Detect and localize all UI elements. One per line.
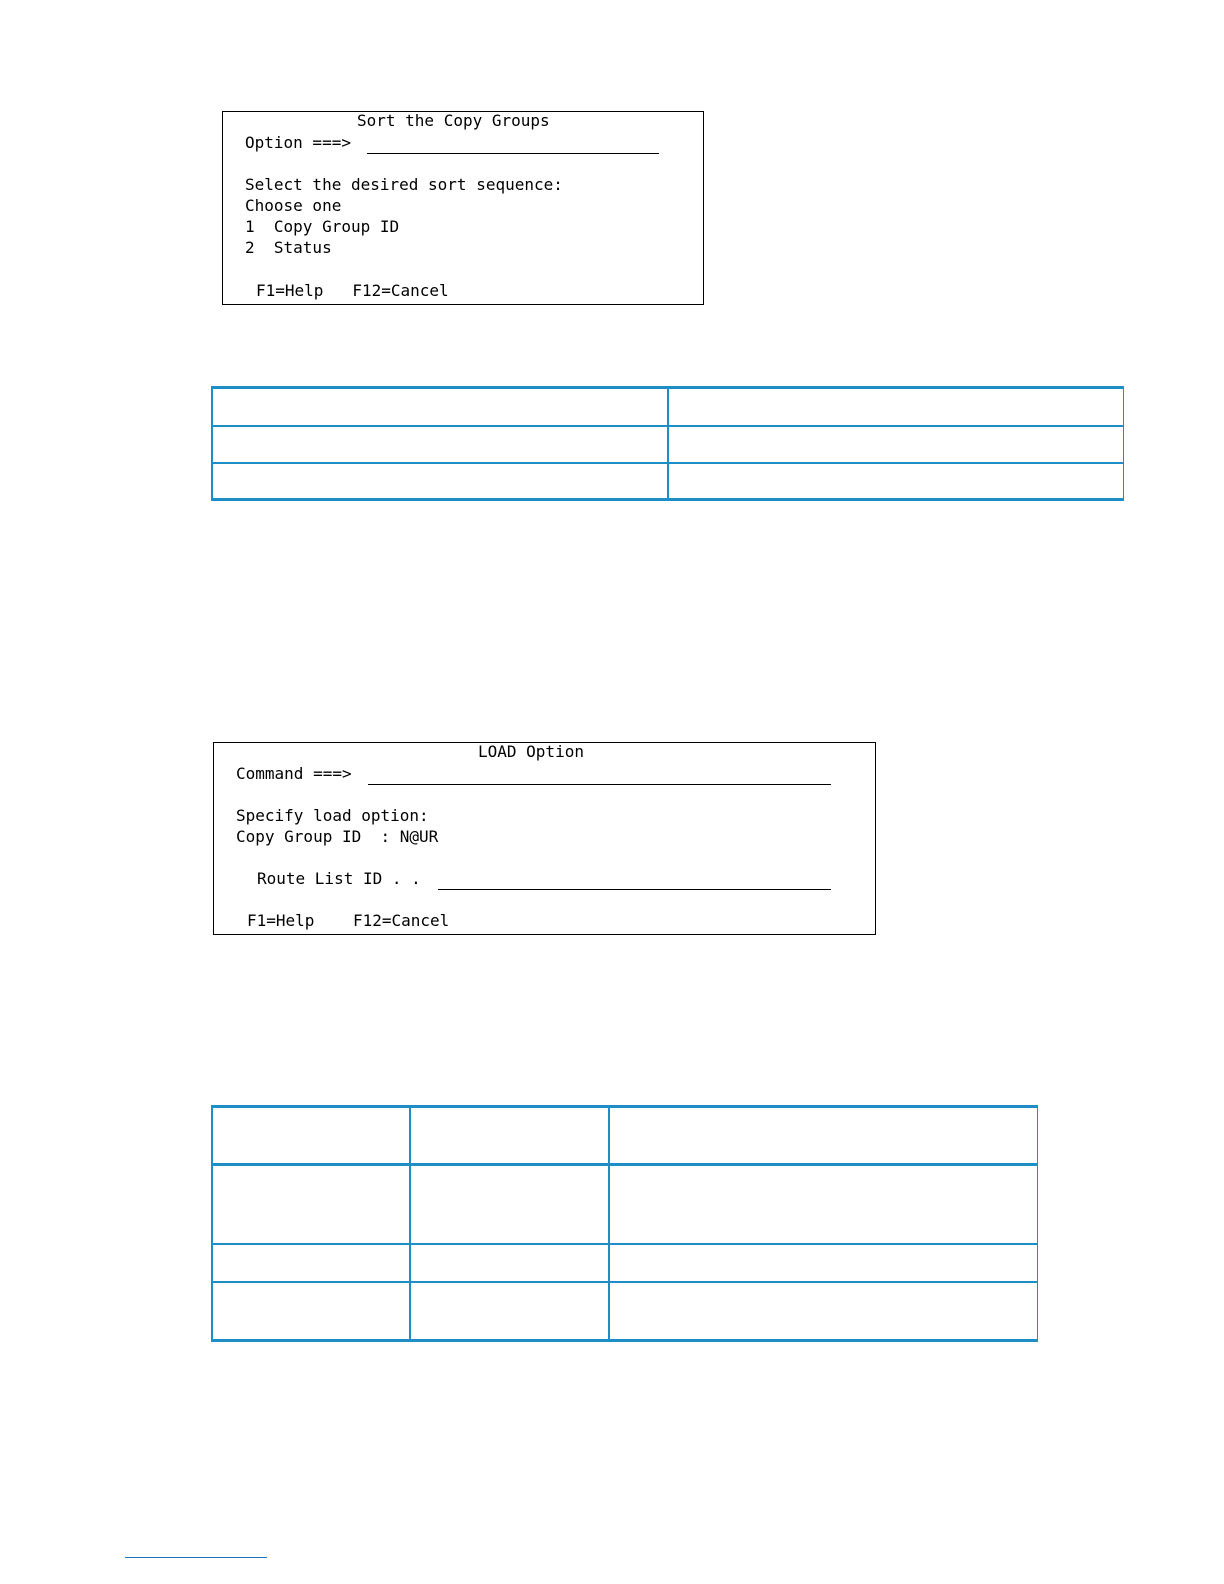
option-label: Option ===> bbox=[245, 133, 351, 152]
table-row-rule bbox=[211, 1281, 1038, 1283]
table-top-rule bbox=[211, 1105, 1038, 1108]
choice-status[interactable]: 2 Status bbox=[245, 238, 332, 257]
route-list-input[interactable] bbox=[438, 872, 831, 890]
command-input[interactable] bbox=[368, 767, 831, 785]
panel-title: Sort the Copy Groups bbox=[357, 111, 550, 130]
function-keys[interactable]: F1=Help F12=Cancel bbox=[256, 281, 449, 300]
table-column-divider bbox=[667, 386, 669, 501]
table-left-border bbox=[211, 1105, 213, 1342]
option-input[interactable] bbox=[367, 136, 659, 154]
table-right-border bbox=[1037, 1105, 1039, 1342]
sort-copy-groups-panel bbox=[222, 111, 704, 305]
route-list-label: Route List ID . . bbox=[257, 869, 421, 888]
table-header-rule bbox=[211, 1163, 1038, 1166]
panel-title: LOAD Option bbox=[478, 742, 584, 761]
table-bottom-rule bbox=[211, 1339, 1038, 1342]
footer-link[interactable] bbox=[125, 1557, 267, 1558]
table-column-divider bbox=[608, 1105, 610, 1342]
table-right-border bbox=[1123, 386, 1125, 501]
copy-group-id-value: Copy Group ID : N@UR bbox=[236, 827, 439, 846]
choice-copy-group-id[interactable]: 1 Copy Group ID bbox=[245, 217, 400, 236]
table-1 bbox=[211, 386, 1124, 502]
table-column-divider bbox=[409, 1105, 411, 1342]
function-keys[interactable]: F1=Help F12=Cancel bbox=[247, 911, 450, 930]
table-row-rule bbox=[211, 1243, 1038, 1245]
choose-one-label: Choose one bbox=[245, 196, 342, 215]
table-left-border bbox=[211, 386, 213, 501]
load-prompt: Specify load option: bbox=[236, 806, 429, 825]
table-2 bbox=[211, 1105, 1038, 1343]
load-option-panel bbox=[213, 742, 876, 935]
sort-prompt: Select the desired sort sequence: bbox=[245, 175, 563, 194]
command-label: Command ===> bbox=[236, 764, 352, 783]
